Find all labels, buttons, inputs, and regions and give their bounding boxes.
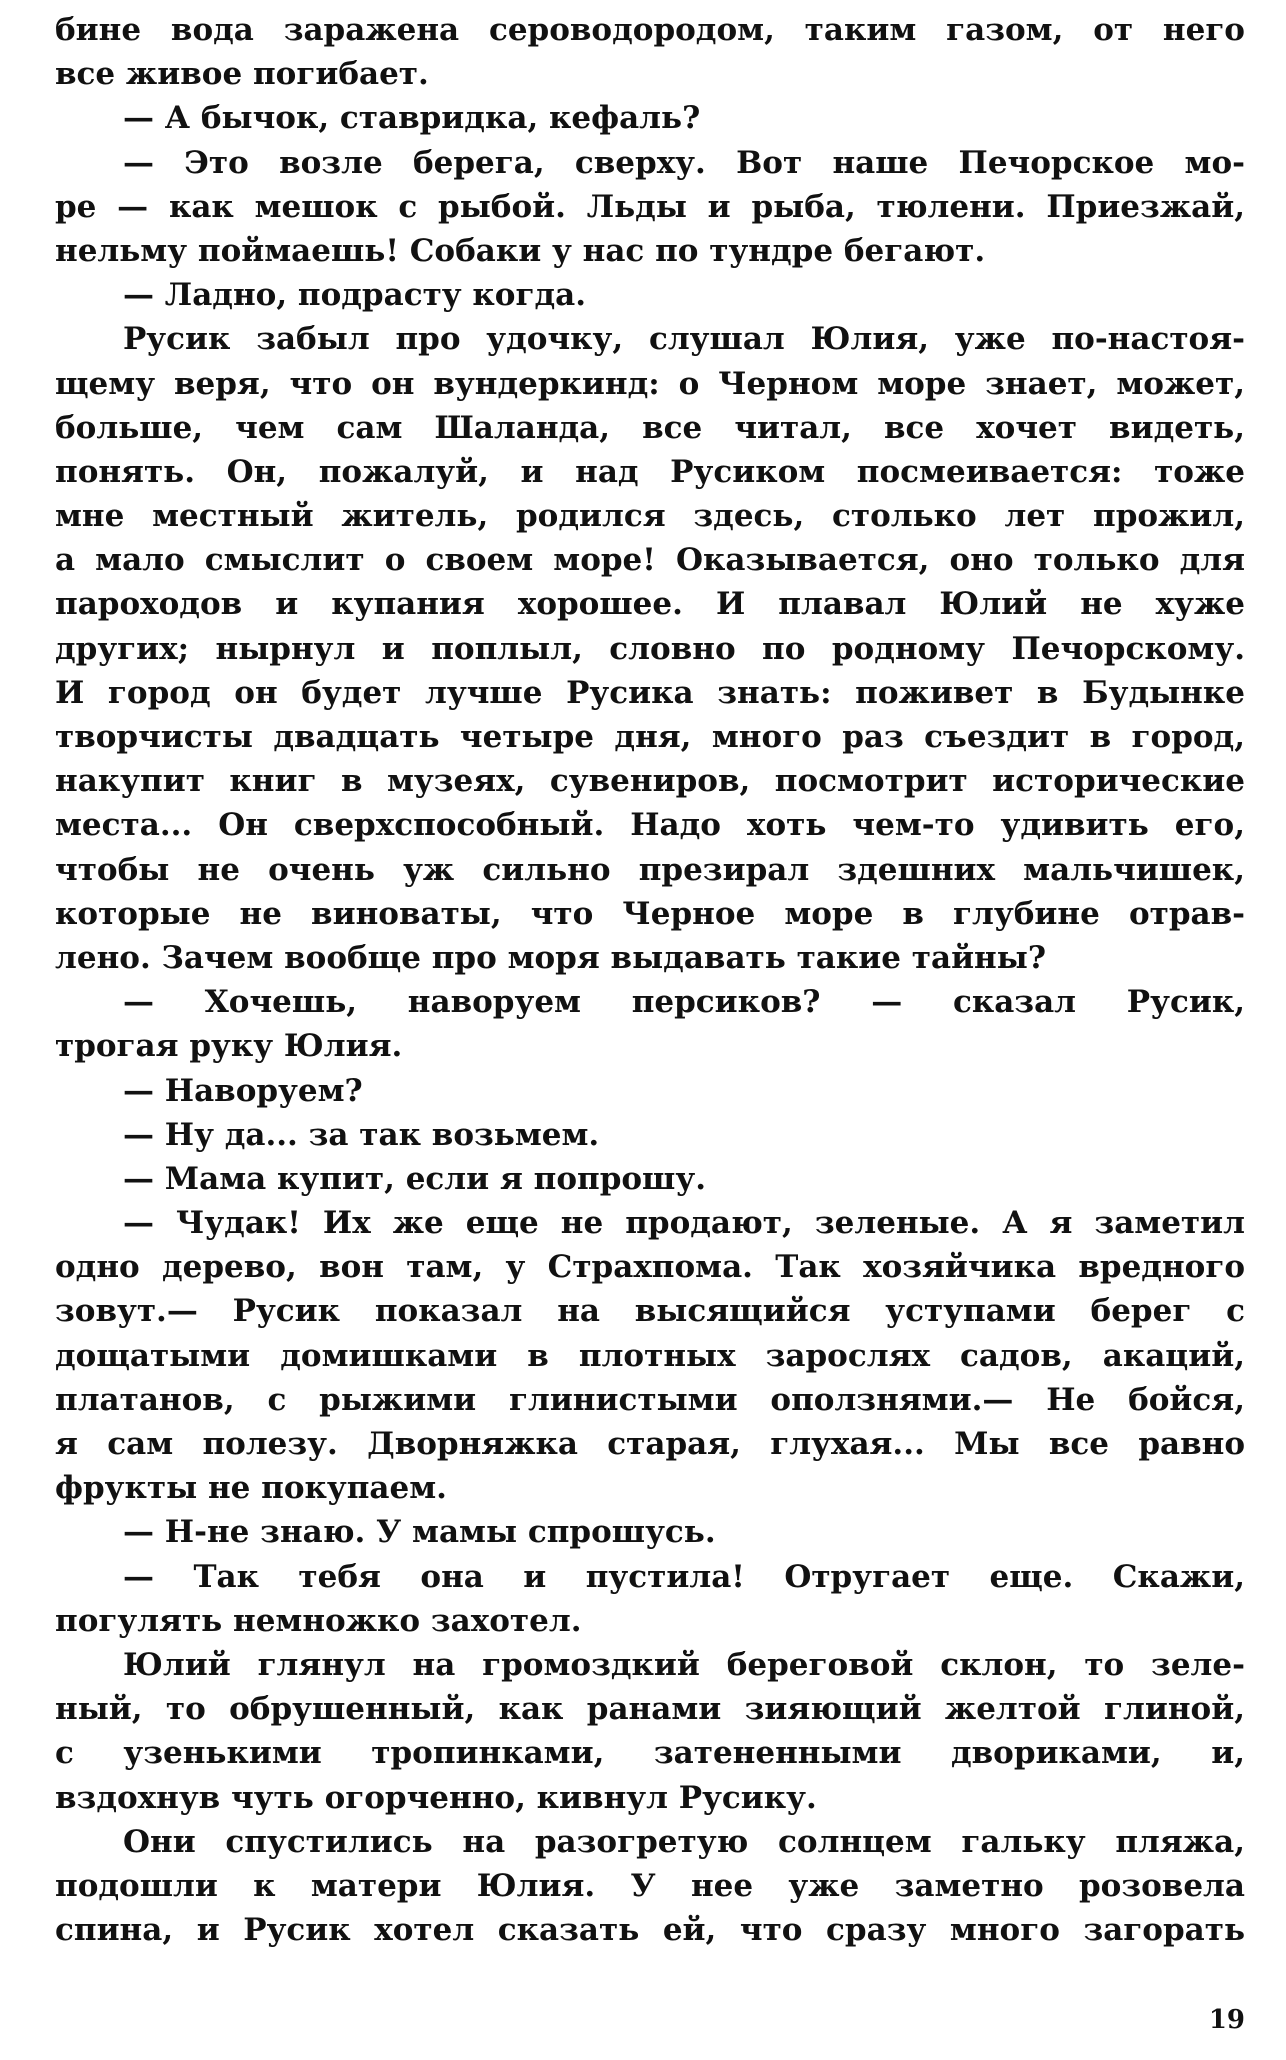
text-line: — Н-не знаю. У мамы спрошусь. — [123, 1514, 716, 1551]
text-line: — Хочешь, наворуем персиков? — сказал Русик, — [123, 984, 1245, 1021]
text-line: платанов, с рыжими глинистыми оползнями.— Не бойся, — [55, 1381, 1245, 1418]
text-line: спина, и Русик хотел сказать ей, что сразу много загорать — [55, 1912, 1245, 1949]
text-line: Русик забыл про удочку, слушал Юлия, уже по-настоя- — [123, 321, 1245, 358]
text-line: я сам полезу. Дворняжка старая, глухая... Мы все равно — [55, 1426, 1245, 1462]
text-line: — Чудак! Их же еще не продают, зеленые. А я заметил — [123, 1205, 1245, 1242]
text-line: все живое погибает. — [55, 56, 429, 93]
page-number: 19 — [1208, 2005, 1245, 2035]
text-line: которые не виноваты, что Черное море в глубине отрав- — [55, 895, 1245, 932]
text-line: — Ну да... за так возьмем. — [123, 1116, 600, 1153]
text-line: больше, чем сам Шаланда, все читал, все хочет видеть, — [55, 409, 1245, 446]
text-line: места... Он сверхспособный. Надо хоть чем-то удивить его, — [55, 807, 1245, 844]
book-page-text — [55, 8, 1245, 2048]
text-line: — Так тебя она и пустила! Отругает еще. Скажи, — [123, 1558, 1245, 1595]
text-line: творчисты двадцать четыре дня, много раз съездит в город, — [55, 719, 1245, 755]
text-line: ре — как мешок с рыбой. Льды и рыба, тюлени. Приезжай, — [55, 188, 1245, 225]
text-line: ный, то обрушенный, как ранами зияющий желтой глиной, — [55, 1691, 1245, 1728]
text-line: бине вода заражена сероводородом, таким газом, от него — [55, 12, 1245, 48]
text-line: других; нырнул и поплыл, словно по родному Печорскому. — [55, 630, 1245, 667]
text-line: пароходов и купания хорошее. И плавал Юлий не хуже — [55, 586, 1245, 623]
text-line: — Мама купит, если я попрошу. — [123, 1160, 707, 1197]
text-line: трогая руку Юлия. — [55, 1028, 403, 1065]
text-line: Они спустились на разогретую солнцем гальку пляжа, — [123, 1823, 1245, 1860]
text-line: лено. Зачем вообще про моря выдавать такие тайны? — [55, 939, 1046, 976]
text-line: Юлий глянул на громоздкий береговой склон, то зеле- — [123, 1646, 1245, 1683]
text-line: зовут.— Русик показал на высящийся уступами берег с — [55, 1293, 1245, 1330]
text-line: подошли к матери Юлия. У нее уже заметно розовела — [55, 1867, 1245, 1904]
text-line: И город он будет лучше Русика знать: поживет в Будынке — [55, 674, 1245, 711]
text-line: фрукты не покупаем. — [55, 1470, 447, 1507]
text-line: одно дерево, вон там, у Страхпома. Так хозяйчика вредного — [55, 1249, 1245, 1286]
text-line: накупит книг в музеях, сувениров, посмотрит исторические — [55, 763, 1245, 800]
text-line: — Наворуем? — [123, 1072, 363, 1109]
text-line: — Ладно, подрасту когда. — [123, 277, 587, 314]
text-line: понять. Он, пожалуй, и над Русиком посмеивается: тоже — [55, 453, 1245, 490]
text-line: — А бычок, ставридка, кефаль? — [123, 100, 701, 137]
text-line: погулять немножко захотел. — [55, 1602, 582, 1639]
text-line: щему веря, что он вундеркинд: о Черном море знает, может, — [55, 365, 1245, 402]
text-line: нельму поймаешь! Собаки у нас по тундре бегают. — [55, 232, 986, 269]
text-line: мне местный житель, родился здесь, столько лет прожил, — [55, 498, 1245, 535]
text-line: вздохнув чуть огорченно, кивнул Русику. — [55, 1779, 817, 1816]
text-line: дощатыми домишками в плотных зарослях садов, акаций, — [55, 1337, 1245, 1374]
text-line: — Это возле берега, сверху. Вот наше Печорское мо- — [123, 144, 1245, 181]
text-line: а мало смыслит о своем море! Оказывается, оно только для — [55, 542, 1245, 579]
text-line: чтобы не очень уж сильно презирал здешних мальчишек, — [55, 851, 1245, 888]
text-line: с узенькими тропинками, затененными двориками, и, — [55, 1735, 1245, 1772]
